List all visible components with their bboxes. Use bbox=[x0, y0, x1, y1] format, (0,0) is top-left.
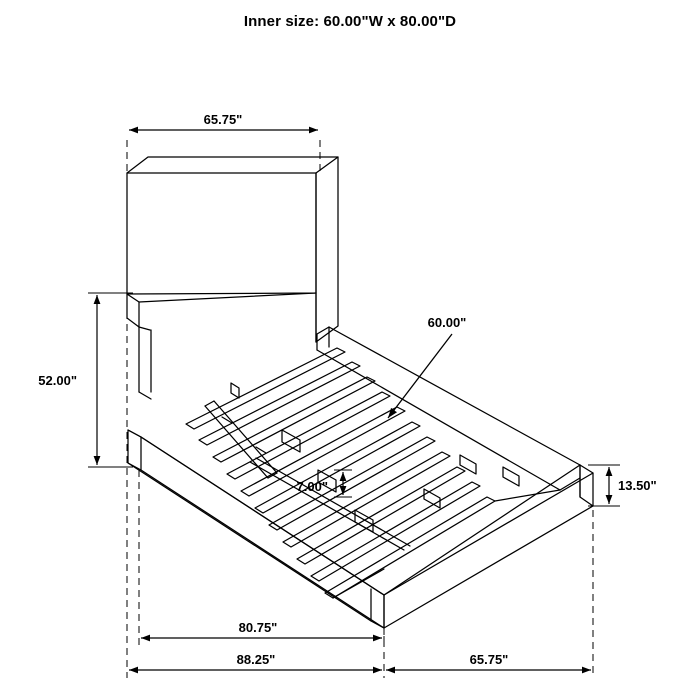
dim-inner-length bbox=[139, 470, 384, 645]
dim-overall-height bbox=[88, 293, 133, 467]
right-top-edge bbox=[317, 350, 580, 490]
page-title: Inner size: 60.00"W x 80.00"D bbox=[243, 13, 457, 30]
headboard bbox=[127, 157, 338, 342]
center-stringer bbox=[250, 458, 410, 550]
dim-label-slat-span: 60.00" bbox=[427, 315, 467, 330]
dim-label-deck-height: 13.50" bbox=[618, 478, 657, 493]
dim-label-slat-gap: 7.00" bbox=[296, 479, 328, 494]
dim-slat-span bbox=[388, 334, 452, 418]
slats bbox=[186, 348, 495, 598]
left-side-rail bbox=[128, 430, 384, 628]
dim-label-inner-length: 80.75" bbox=[238, 620, 278, 635]
headboard-posts bbox=[139, 293, 316, 399]
bed-outline bbox=[127, 157, 593, 628]
dim-label-overall-length: 88.25" bbox=[236, 652, 276, 667]
dim-label-headboard-width: 65.75" bbox=[203, 112, 243, 127]
dim-headboard-width bbox=[127, 130, 320, 300]
dim-label-footboard-width: 65.75" bbox=[469, 652, 509, 667]
dim-slat-gap bbox=[334, 470, 352, 497]
dim-label-overall-height: 52.00" bbox=[38, 373, 77, 388]
